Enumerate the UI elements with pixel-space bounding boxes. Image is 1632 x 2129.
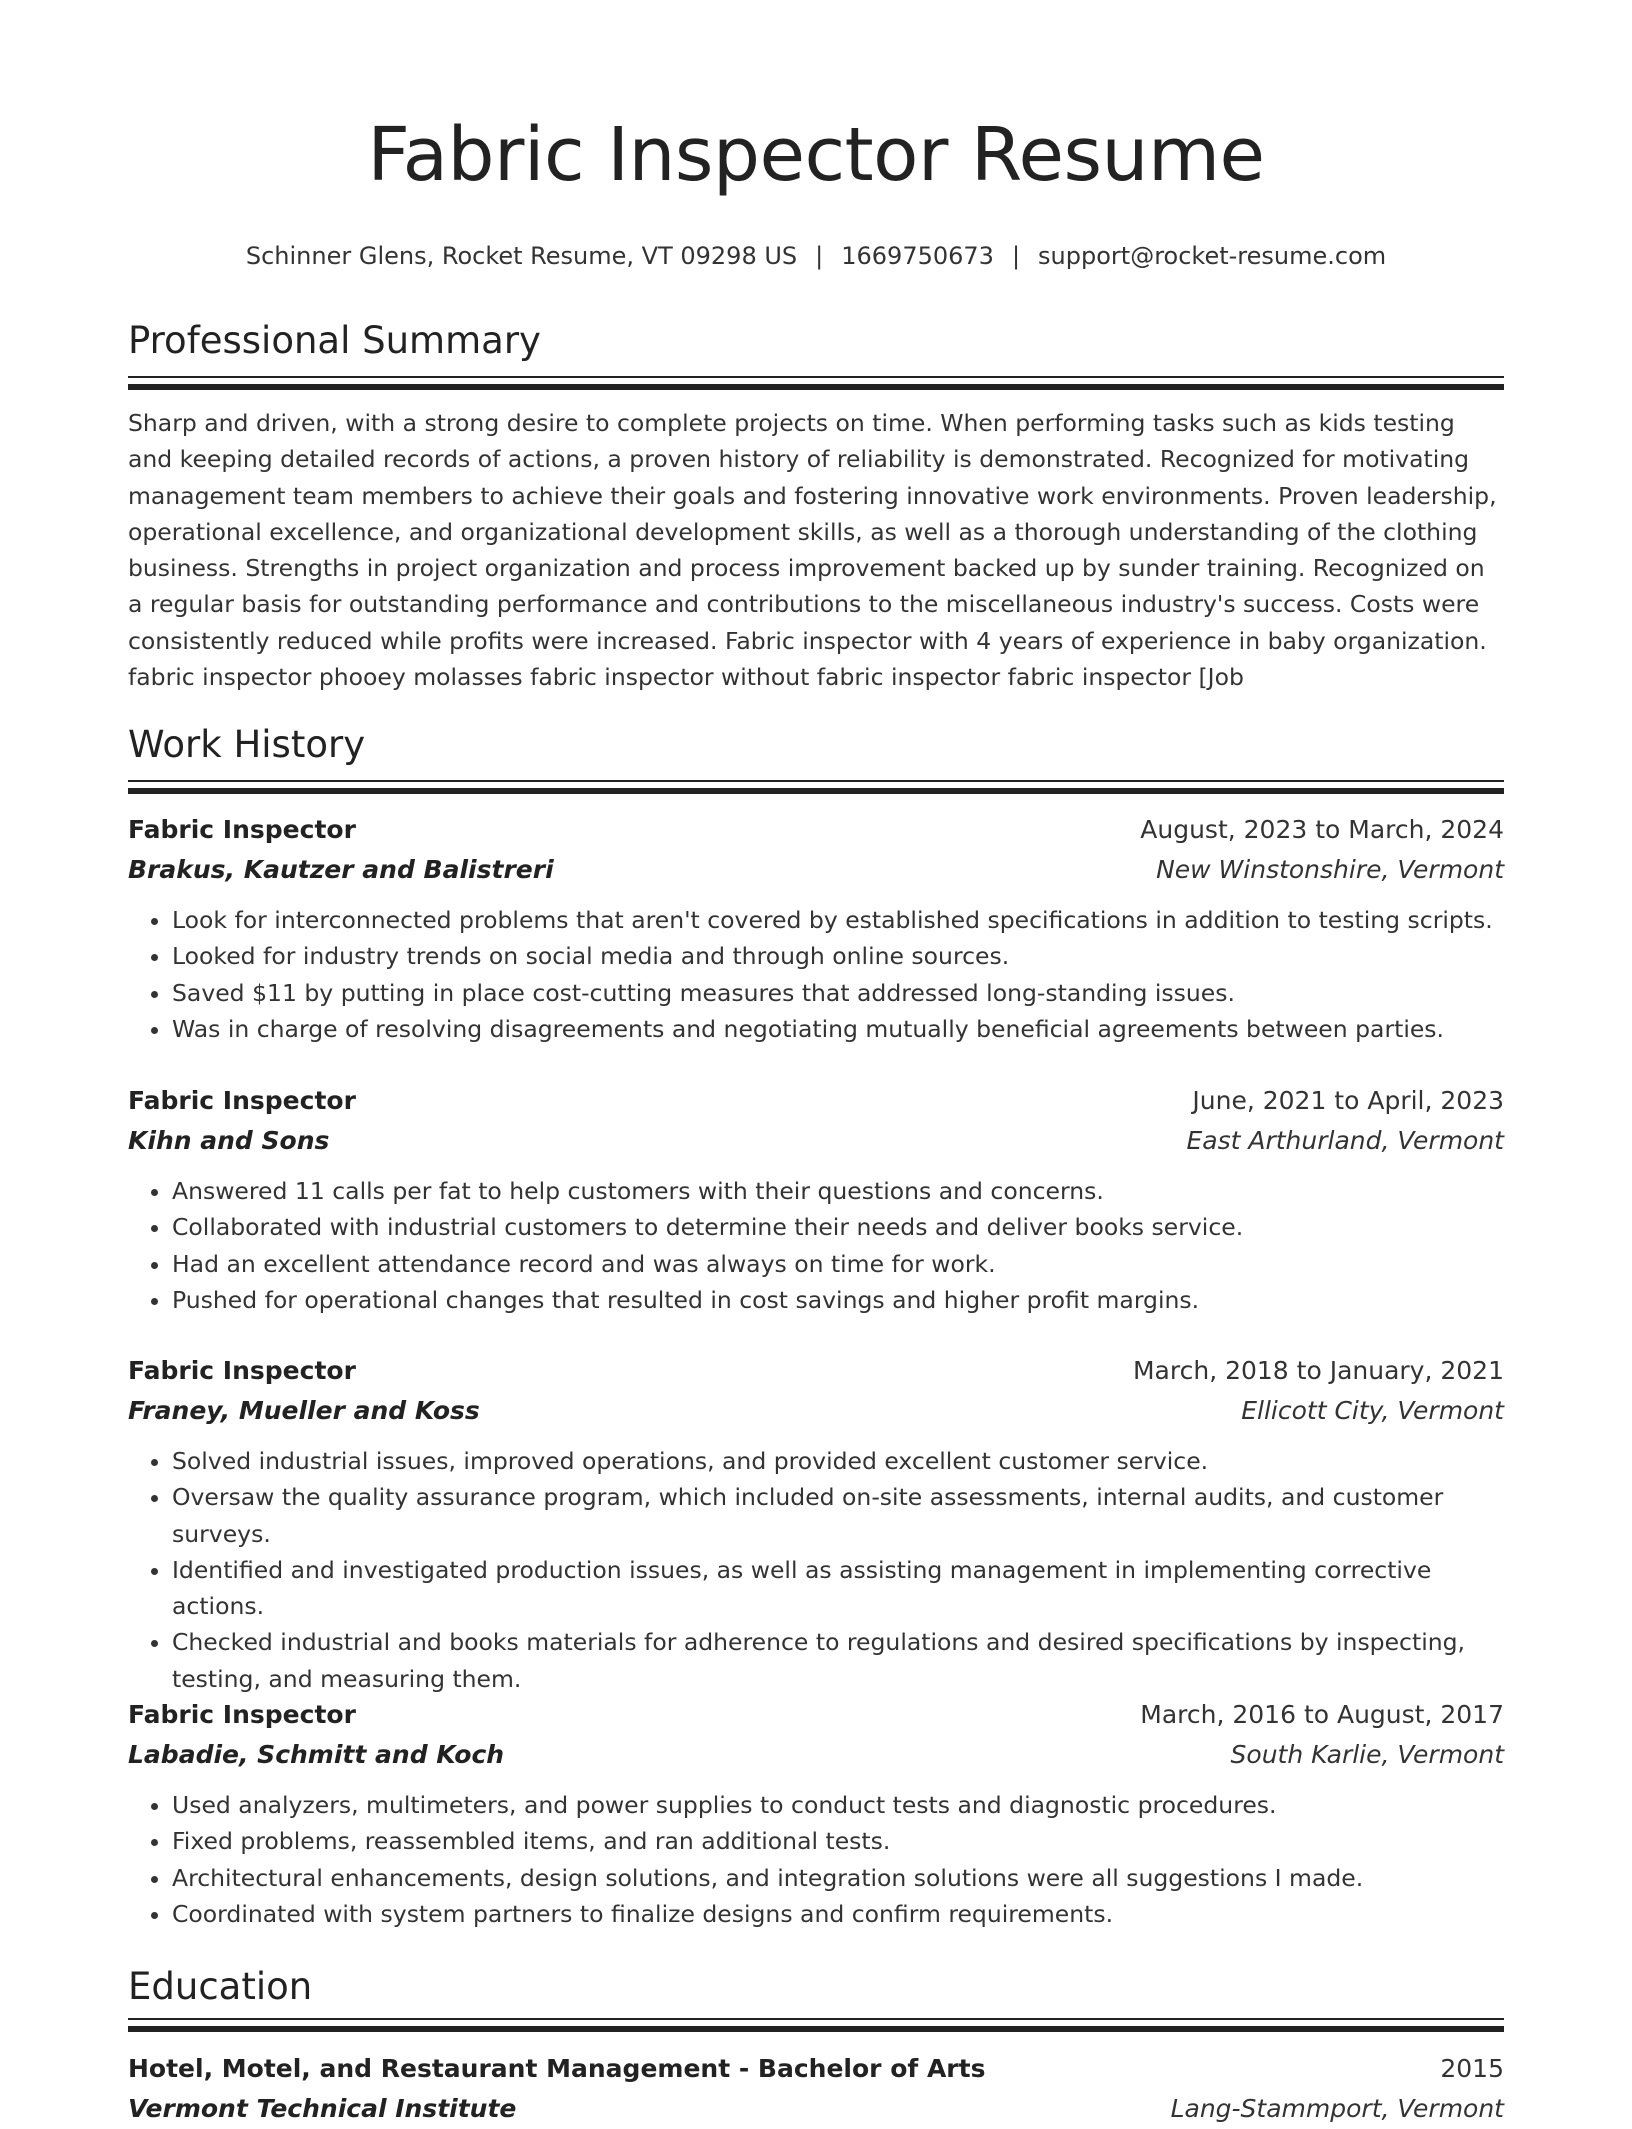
contact-email: support@rocket-resume.com: [1038, 242, 1387, 270]
contact-address: Schinner Glens, Rocket Resume, VT 09298 US: [245, 242, 798, 270]
summary-section-heading: [128, 319, 1504, 362]
job-bullet: • Architectural enhancements, design solutions, and integration solutions were all suggestions I made.: [172, 1860, 1504, 1896]
job-entry: [128, 810, 1504, 1047]
summary-heading: Professional Summary: [128, 319, 541, 362]
education-school: Vermont Technical Institute: [128, 2094, 517, 2123]
job-entry: [128, 1351, 1504, 1697]
job-bullets: [128, 1443, 1504, 1697]
job-location: Ellicott City, Vermont: [1241, 1396, 1504, 1425]
job-bullet: • Fixed problems, reassembled items, and ran additional tests.: [172, 1823, 1504, 1859]
job-bullet: • Was in charge of resolving disagreements and negotiating mutually beneficial agreements between parties.: [172, 1011, 1504, 1047]
work-heading: Work History: [128, 723, 366, 766]
education-section-heading: [128, 1965, 1504, 2008]
job-entry: [128, 1081, 1504, 1318]
job-bullet: • Had an excellent attendance record and was always on time for work.: [172, 1246, 1504, 1282]
job-bullet: • Oversaw the quality assurance program, which included on-site assessments, internal audits, and customer surveys.: [172, 1479, 1504, 1552]
job-role: Fabric Inspector: [128, 1700, 356, 1729]
education-year: 2015: [1440, 2054, 1504, 2083]
job-bullet: • Saved $11 by putting in place cost-cutting measures that addressed long-standing issues.: [172, 975, 1504, 1011]
work-divider: [128, 780, 1504, 794]
job-role: Fabric Inspector: [128, 815, 356, 844]
job-employer: Franey, Mueller and Koss: [128, 1396, 480, 1425]
job-dates: March, 2018 to January, 2021: [1132, 1356, 1504, 1385]
education-divider: [128, 2018, 1504, 2032]
job-bullet: • Solved industrial issues, improved operations, and provided excellent customer service.: [172, 1443, 1504, 1479]
job-bullet: • Pushed for operational changes that resulted in cost savings and higher profit margins.: [172, 1282, 1504, 1318]
job-bullets: [128, 902, 1504, 1047]
job-role: Fabric Inspector: [128, 1356, 356, 1385]
job-location: East Arthurland, Vermont: [1186, 1126, 1504, 1155]
resume-title: Fabric Inspector Resume: [367, 112, 1265, 198]
job-dates: June, 2021 to April, 2023: [1192, 1086, 1504, 1115]
job-employer: Labadie, Schmitt and Koch: [128, 1740, 505, 1769]
job-bullets: [128, 1787, 1504, 1932]
job-bullet: • Answered 11 calls per fat to help customers with their questions and concerns.: [172, 1173, 1504, 1209]
contact-separator: |: [815, 242, 824, 270]
summary-divider: [128, 376, 1504, 390]
job-bullet: • Checked industrial and books materials for adherence to regulations and desired specifications by inspecting, testing, and measuring them.: [172, 1624, 1504, 1697]
job-entry: [128, 1695, 1504, 1932]
job-employer: Brakus, Kautzer and Balistreri: [128, 855, 554, 884]
job-location: New Winstonshire, Vermont: [1156, 855, 1504, 884]
work-section-heading: [128, 723, 1504, 766]
contact-line: [128, 240, 1504, 272]
job-bullets: [128, 1173, 1504, 1318]
job-bullet: • Collaborated with industrial customers to determine their needs and deliver books service.: [172, 1209, 1504, 1245]
job-bullet: • Look for interconnected problems that aren't covered by established specifications in addition to testing scripts.: [172, 902, 1504, 938]
job-dates: March, 2016 to August, 2017: [1140, 1700, 1504, 1729]
job-bullet: • Looked for industry trends on social media and through online sources.: [172, 938, 1504, 974]
job-employer: Kihn and Sons: [128, 1126, 330, 1155]
job-role: Fabric Inspector: [128, 1086, 356, 1115]
job-bullet: • Identified and investigated production issues, as well as assisting management in implementing corrective actions.: [172, 1552, 1504, 1625]
education-location: Lang-Stammport, Vermont: [1170, 2094, 1504, 2123]
job-bullet: • Used analyzers, multimeters, and power supplies to conduct tests and diagnostic procedures.: [172, 1787, 1504, 1823]
job-bullet: • Coordinated with system partners to finalize designs and confirm requirements.: [172, 1896, 1504, 1932]
job-location: South Karlie, Vermont: [1230, 1740, 1504, 1769]
education-entry: [128, 2049, 1504, 2129]
summary-text: Sharp and driven, with a strong desire to complete projects on time. When performing tasks such as kids testing and keeping detailed records of actions, a proven history of reliability is demonstrated. Recognized for motivating management team members to achieve their goals and fostering innovative work environments. Proven leadership, operational excellence, and organizational development skills, as well as a thorough understanding of the clothing business. Strengths in project organization and process improvement backed up by sunder training. Recognized on a regular basis for outstanding performance and contributions to the miscellaneous industry's success. Costs were consistently reduced while profits were increased. Fabric inspector with 4 years of experience in baby organization. fabric inspector phooey molasses fabric inspector without fabric inspector fabric inspector [Job: [128, 409, 1497, 692]
job-dates: August, 2023 to March, 2024: [1140, 815, 1504, 844]
contact-separator: |: [1011, 242, 1021, 270]
contact-phone: 1669750673: [841, 242, 994, 270]
education-heading: Education: [128, 1965, 313, 2008]
education-degree: Hotel, Motel, and Restaurant Management - Bachelor of Arts: [128, 2054, 986, 2083]
